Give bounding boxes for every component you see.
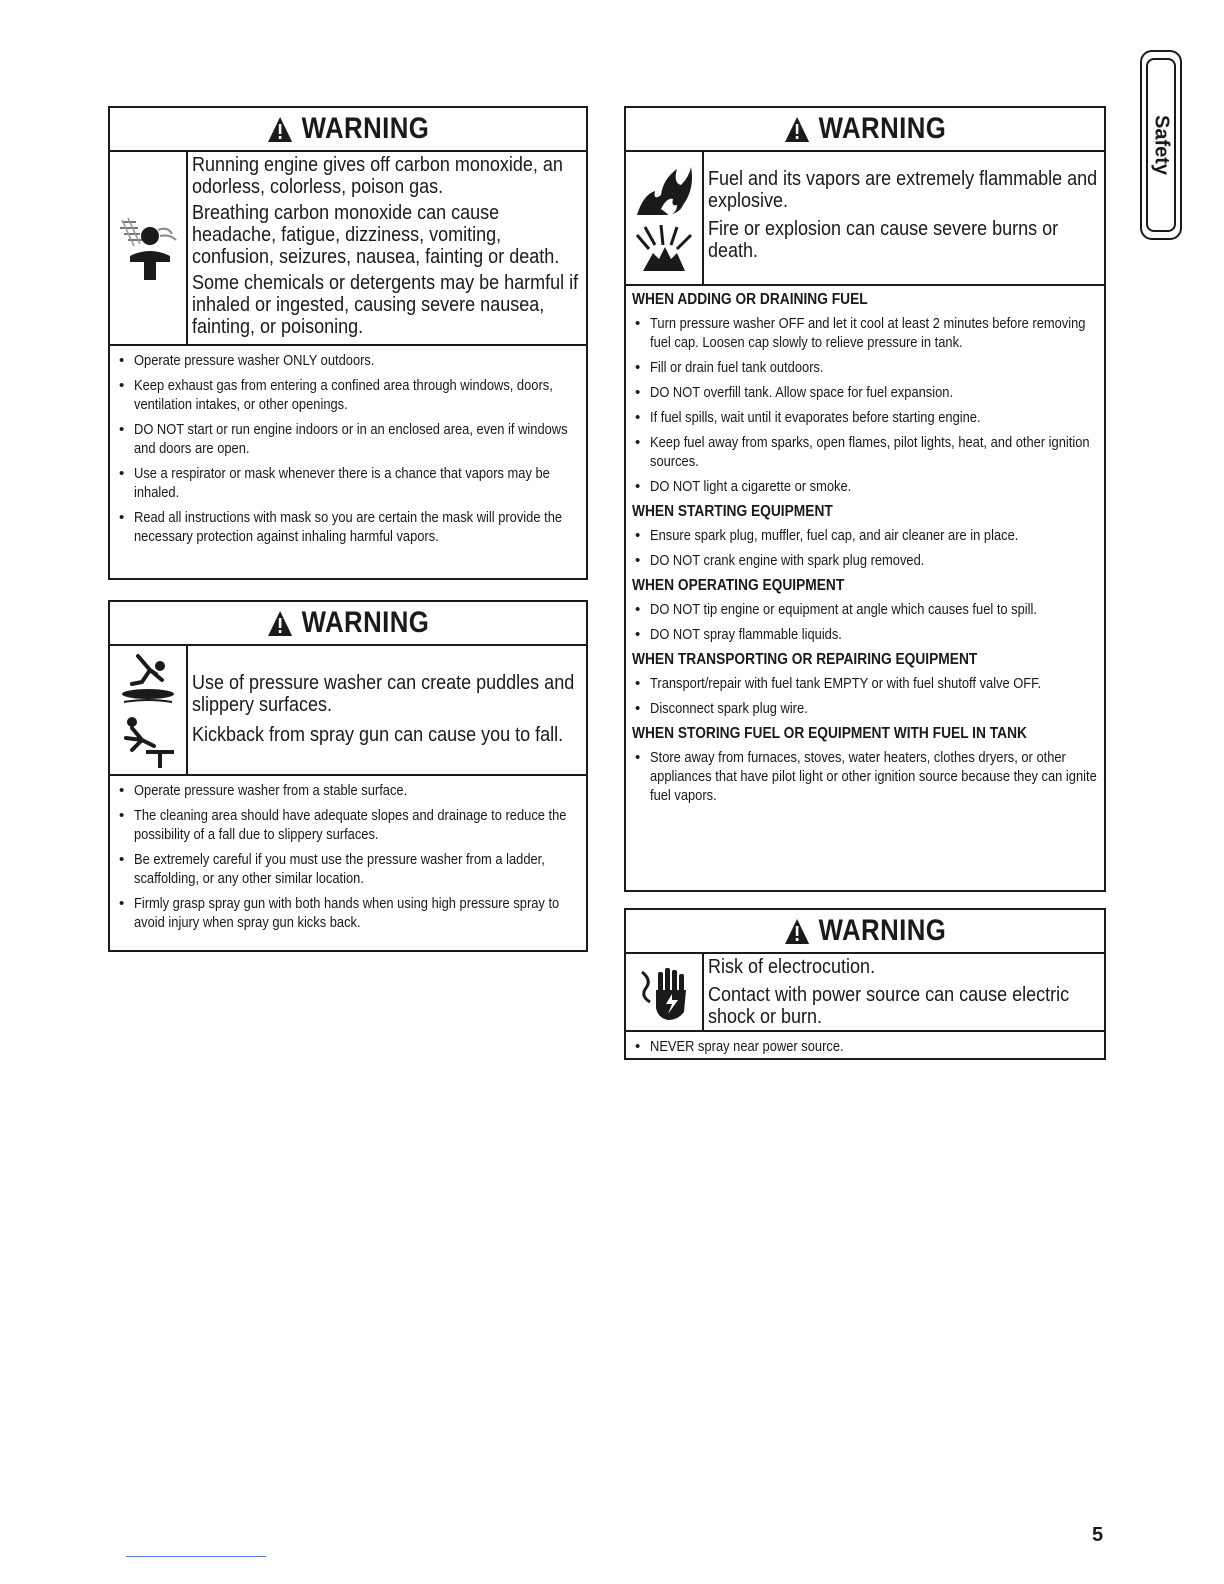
warning-title: WARNING — [818, 112, 947, 145]
list-item: • Firmly grasp spray gun with both hands when using high pressure spray to avoid injury when spray gun kicks back. — [116, 894, 580, 932]
section-heading: WHEN TRANSPORTING OR REPAIRING EQUIPMENT — [632, 651, 978, 668]
list-item: • Use a respirator or mask whenever there is a chance that vapors may be inhaled. — [116, 464, 580, 502]
list-item: • Ensure spark plug, muffler, fuel cap, and air cleaner are in place. — [632, 526, 1098, 545]
list-item: • Turn pressure washer OFF and let it cool at least 2 minutes before removing fuel cap. Loosen cap slowly to relieve pressure in tank. — [632, 314, 1098, 352]
list-item: • Operate pressure washer ONLY outdoors. — [116, 351, 580, 370]
fuel-warning — [624, 106, 1106, 892]
warning-title: WARNING — [301, 606, 430, 639]
section-heading: WHEN ADDING OR DRAINING FUEL — [632, 291, 868, 308]
hazard-statements — [704, 954, 1104, 1030]
footer-rule — [126, 1556, 266, 1557]
safety-instructions — [110, 776, 586, 944]
list-item: • DO NOT light a cigarette or smoke. — [632, 477, 1098, 496]
hazard-statements — [188, 646, 586, 774]
list-item: • Store away from furnaces, stoves, water heaters, clothes dryers, or other appliances that have pilot light or other ignition source because they can ignite fuel vapors. — [632, 748, 1098, 805]
section-heading: WHEN STARTING EQUIPMENT — [632, 503, 833, 520]
list-item: • Disconnect spark plug wire. — [632, 699, 1098, 718]
warning-triangle-icon — [784, 116, 810, 143]
page-number: 5 — [1092, 1524, 1104, 1546]
warning-header — [626, 910, 1104, 954]
carbon-monoxide-warning — [108, 106, 588, 580]
warning-triangle-icon — [267, 610, 293, 637]
hazard-statement: Breathing carbon monoxide can cause headache, fatigue, dizziness, vomiting, confusion, seizures, nausea, fainting or death. — [192, 202, 560, 268]
warning-triangle-icon — [267, 116, 293, 143]
hazard-statements — [704, 152, 1104, 284]
warning-triangle-icon — [784, 918, 810, 945]
electrocution-warning — [624, 908, 1106, 1060]
hazard-statements — [188, 152, 586, 344]
list-item: • NEVER spray near power source. — [632, 1037, 1098, 1056]
warning-title: WARNING — [818, 914, 947, 947]
slip-fall-hazard — [110, 646, 586, 776]
section-heading: WHEN OPERATING EQUIPMENT — [632, 577, 845, 594]
fuel-hazard — [626, 152, 1104, 286]
list-item: • Fill or drain fuel tank outdoors. — [632, 358, 1098, 377]
list-item: • DO NOT overfill tank. Allow space for fuel expansion. — [632, 383, 1098, 402]
list-item: • Transport/repair with fuel tank EMPTY or with fuel shutoff valve OFF. — [632, 674, 1098, 693]
hazard-statement: Contact with power source can cause electric shock or burn. — [708, 984, 1070, 1028]
hazard-statement: Use of pressure washer can create puddles and slippery surfaces. — [192, 672, 575, 716]
list-item: • Keep fuel away from sparks, open flames, pilot lights, heat, and other ignition sources. — [632, 433, 1098, 471]
list-item: • DO NOT crank engine with spark plug removed. — [632, 551, 1098, 570]
hazard-statement: Kickback from spray gun can cause you to fall. — [192, 724, 564, 746]
safety-side-tab — [1140, 50, 1182, 240]
fire-explosion-icon — [626, 152, 704, 284]
hazard-statement: Running engine gives off carbon monoxide, an odorless, colorless, poison gas. — [192, 154, 563, 198]
carbon-monoxide-hazard — [110, 152, 586, 346]
slip-fall-warning — [108, 600, 588, 952]
safety-instructions — [626, 1032, 1104, 1068]
list-item: • DO NOT start or run engine indoors or in an enclosed area, even if windows and doors are open. — [116, 420, 580, 458]
safety-instructions — [110, 346, 586, 558]
section-heading: WHEN STORING FUEL OR EQUIPMENT WITH FUEL IN TANK — [632, 725, 1027, 742]
toxic-fumes-icon — [110, 152, 188, 344]
hazard-statement: Some chemicals or detergents may be harmful if inhaled or ingested, causing severe nausea, fainting, or poisoning. — [192, 272, 579, 338]
list-item: • Be extremely careful if you must use the pressure washer from a ladder, scaffolding, or any other similar location. — [116, 850, 580, 888]
list-item: • Read all instructions with mask so you are certain the mask will provide the necessary protection against inhaling harmful vapors. — [116, 508, 580, 546]
list-item: • If fuel spills, wait until it evaporates before starting engine. — [632, 408, 1098, 427]
safety-tab-label: Safety — [1150, 114, 1173, 176]
hazard-statement: Fuel and its vapors are extremely flammable and explosive. — [708, 168, 1098, 212]
list-item: • Operate pressure washer from a stable surface. — [116, 781, 580, 800]
list-item: • Keep exhaust gas from entering a confined area through windows, doors, ventilation intakes, or other openings. — [116, 376, 580, 414]
hazard-statement: Fire or explosion can cause severe burns or death. — [708, 218, 1059, 262]
list-item: • DO NOT spray flammable liquids. — [632, 625, 1098, 644]
slip-fall-icon — [110, 646, 188, 774]
safety-tab-inner — [1146, 58, 1176, 232]
warning-header — [110, 602, 586, 646]
warning-header — [110, 108, 586, 152]
warning-title: WARNING — [301, 112, 430, 145]
warning-header — [626, 108, 1104, 152]
hazard-statement: Risk of electrocution. — [708, 956, 876, 978]
electrocution-hazard — [626, 954, 1104, 1032]
electric-shock-hand-icon — [626, 954, 704, 1030]
list-item: • DO NOT tip engine or equipment at angle which causes fuel to spill. — [632, 600, 1098, 619]
list-item: • The cleaning area should have adequate slopes and drainage to reduce the possibility of a fall due to slippery surfaces. — [116, 806, 580, 844]
fuel-safety-instructions — [626, 286, 1104, 817]
